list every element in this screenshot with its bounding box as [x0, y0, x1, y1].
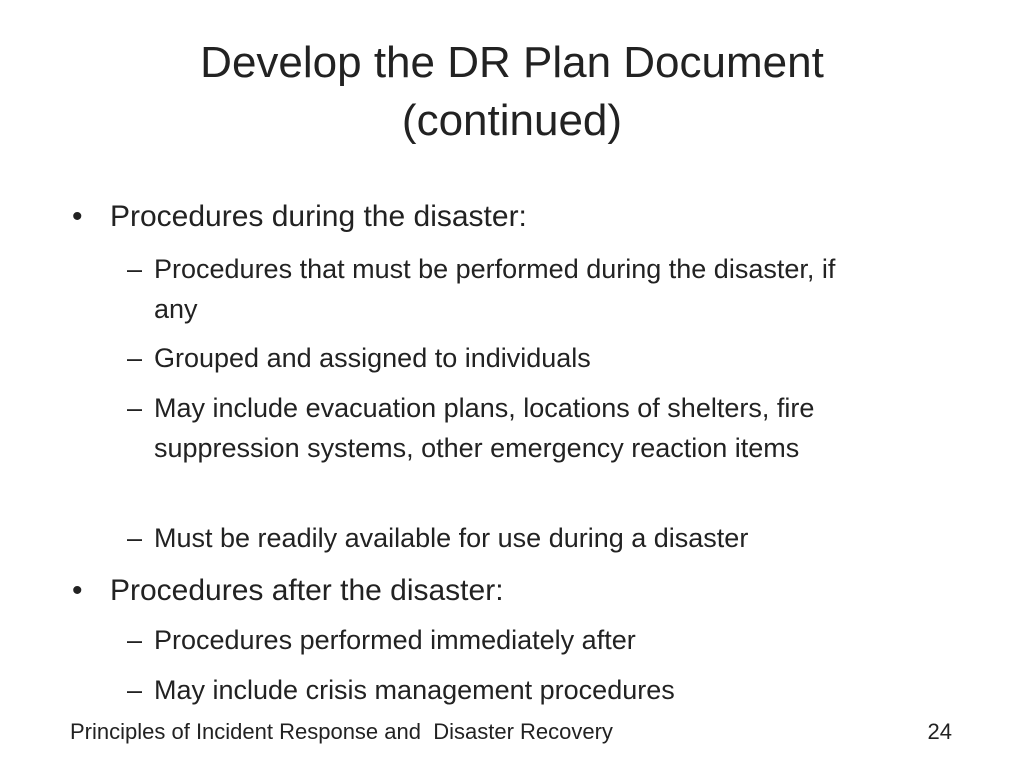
sub-bullet-text: Must be readily available for use during a disaster — [154, 523, 749, 553]
sub-bullet-marker: – — [127, 393, 143, 423]
title-line-1: Develop the DR Plan Document — [200, 38, 824, 87]
bullet-text: Procedures during the disaster: — [110, 200, 527, 233]
sub-bullet-text: May include crisis management procedures — [154, 675, 675, 705]
bullet-marker: • — [72, 574, 83, 607]
sub-bullet-text: May include evacuation plans, locations of shelters, fire suppression systems, other emergency reaction items — [154, 393, 815, 463]
title-line-2: (continued) — [401, 96, 623, 145]
sub-bullet-text: Grouped and assigned to individuals — [154, 343, 591, 373]
bullet-marker: • — [72, 200, 83, 233]
footer-page-number: 24 — [927, 719, 952, 744]
sub-bullet-marker: – — [127, 675, 143, 705]
sub-bullet-text: Procedures that must be performed during the disaster, if any — [154, 254, 836, 324]
sub-bullet-marker: – — [127, 523, 143, 553]
sub-bullet-marker: – — [127, 254, 143, 284]
sub-bullet-marker: – — [127, 343, 143, 373]
footer-course-title: Principles of Incident Response and Disaster Recovery — [70, 719, 613, 744]
sub-bullet-text: Procedures performed immediately after — [154, 625, 636, 655]
sub-bullet-marker: – — [127, 625, 143, 655]
bullet-text: Procedures after the disaster: — [110, 574, 504, 607]
